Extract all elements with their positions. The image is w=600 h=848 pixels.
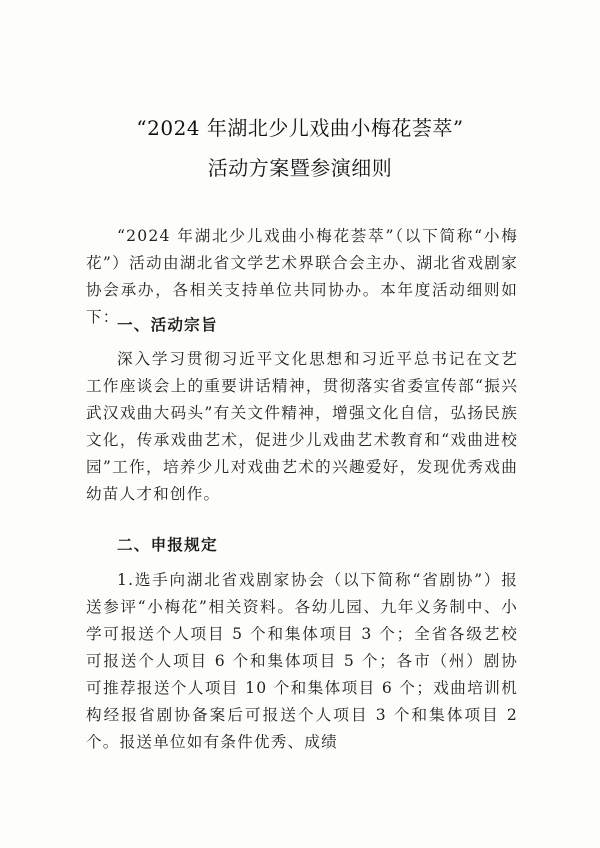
document-title-line2: 活动方案暨参演细则 <box>207 156 393 180</box>
intro-paragraph: “2024 年湖北少儿戏曲小梅花荟萃”（以下简称“小梅花”）活动由湖北省文学艺术界联合会主办、湖北省戏剧家协会承办，各相关支持单位共同协办。本年度活动细则如下： <box>86 227 518 326</box>
section2-heading: 二、申报规定 <box>117 536 218 554</box>
section2-paragraph: 1.选手向湖北省戏剧家协会（以下简称“省剧协”）报送参评“小梅花”相关资料。各幼儿园、九年义务制中、小学可报送个人项目 5 个和集体项目 3 个；全省各级艺校可报送个人项目 6 个和集体项目 5 个；各市（州）剧协可推荐报送个人项目 10 个和集体项目 6 个；戏曲培训机构经报省剧协备案后可报送个人项目 3 个和集体项目 2 个。报送单位如有条件优秀、成绩 <box>86 571 518 751</box>
document-title-line1: “2024 年湖北少儿戏曲小梅花荟萃” <box>136 116 464 140</box>
section1-heading: 一、活动宗旨 <box>117 316 218 334</box>
section1-paragraph: 深入学习贯彻习近平文化思想和习近平总书记在文艺工作座谈会上的重要讲话精神，贯彻落实省委宣传部“振兴武汉戏曲大码头”有关文件精神，增强文化自信，弘扬民族文化，传承戏曲艺术，促进少儿戏曲艺术教育和“戏曲进校园”工作，培养少儿对戏曲艺术的兴趣爱好，发现优秀戏曲幼苗人才和创作。 <box>86 350 518 503</box>
